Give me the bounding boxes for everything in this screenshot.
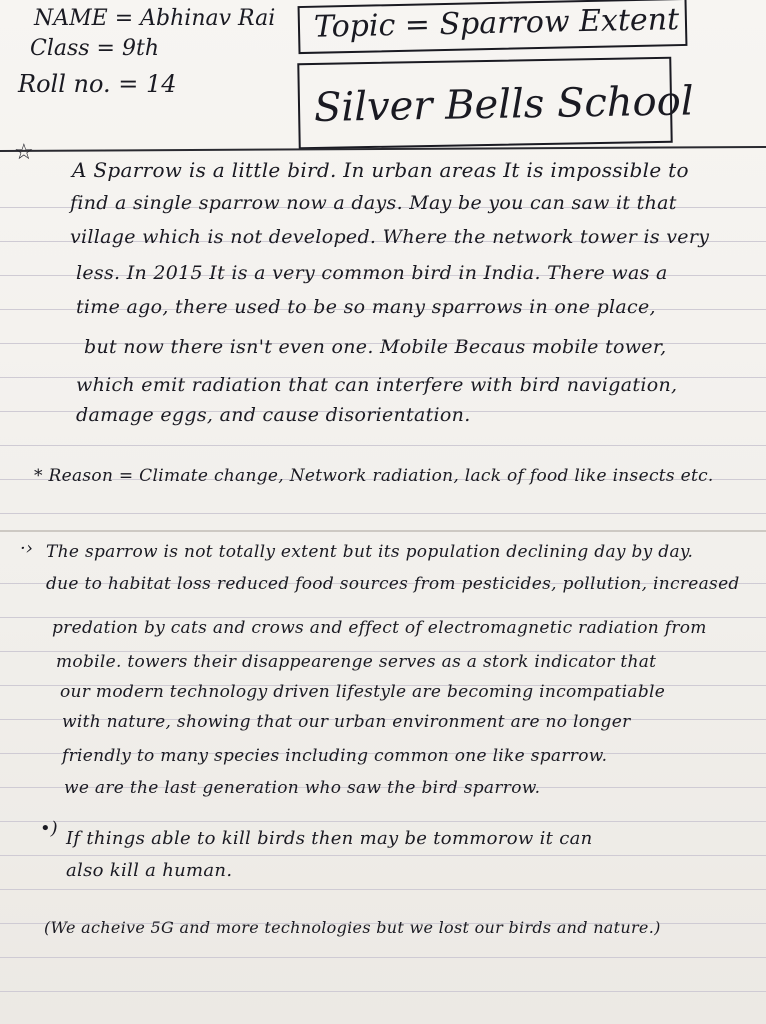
ruled-line [0, 889, 766, 890]
paragraph-3-line: also kill a human. [66, 860, 233, 881]
paragraph-1-line: which emit radiation that can interfere with bird navigation, [76, 374, 678, 396]
ruled-line [0, 855, 766, 856]
ruled-line [0, 957, 766, 958]
paragraph-2-line: The sparrow is not totally extent but its population declining day by day. [46, 542, 694, 562]
paragraph-2-line: due to habitat loss reduced food sources from pesticides, pollution, increased [46, 574, 740, 594]
topic-box [298, 0, 688, 54]
paragraph-2-line: mobile. towers their disappearenge serves as a stork indicator that [56, 652, 657, 672]
paragraph-2-line: our modern technology driven lifestyle are becoming incompatiable [60, 682, 666, 702]
paper-fold [0, 530, 766, 532]
arrow-marker-icon: ·› [20, 538, 33, 559]
ruled-line [0, 821, 766, 822]
ruled-line [0, 991, 766, 992]
paragraph-2-line: with nature, showing that our urban environment are no longer [62, 712, 631, 732]
paragraph-1-line: find a single sparrow now a days. May be you can saw it that [70, 192, 677, 214]
star-icon: ☆ [14, 140, 34, 165]
paragraph-1-line: village which is not developed. Where the network tower is very [70, 226, 710, 248]
paragraph-2-line: we are the last generation who saw the bird sparrow. [64, 778, 541, 798]
ruled-line [0, 513, 766, 514]
paragraph-1-line: damage eggs, and cause disorientation. [76, 404, 471, 426]
paragraph-1-line: time ago, there used to be so many sparrows in one place, [76, 296, 656, 318]
topic-title: Topic = Sparrow Extent [313, 2, 680, 45]
student-class: Class = 9th [30, 36, 159, 61]
paragraph-1-line: but now there isn't even one. Mobile Becaus mobile tower, [84, 336, 667, 358]
paragraph-1-line: less. In 2015 It is a very common bird in India. There was a [76, 262, 668, 284]
school-name: Silver Bells School [313, 78, 694, 131]
closing-line: (We acheive 5G and more technologies but we lost our birds and nature.) [44, 918, 661, 937]
reason-line: * Reason = Climate change, Network radiation, lack of food like insects etc. [34, 466, 714, 486]
ruled-line [0, 445, 766, 446]
bullet-marker-icon: •) [40, 818, 58, 839]
student-roll-number: Roll no. = 14 [18, 70, 177, 98]
student-name: NAME = Abhinav Rai [34, 6, 276, 31]
paragraph-3-line: If things able to kill birds then may be tommorow it can [66, 828, 593, 849]
school-box [297, 57, 694, 150]
paragraph-1-line: A Sparrow is a little bird. In urban areas It is impossible to [72, 158, 689, 182]
paragraph-2-line: predation by cats and crows and effect of electromagnetic radiation from [52, 618, 707, 638]
paragraph-2-line: friendly to many species including common one like sparrow. [62, 746, 608, 766]
